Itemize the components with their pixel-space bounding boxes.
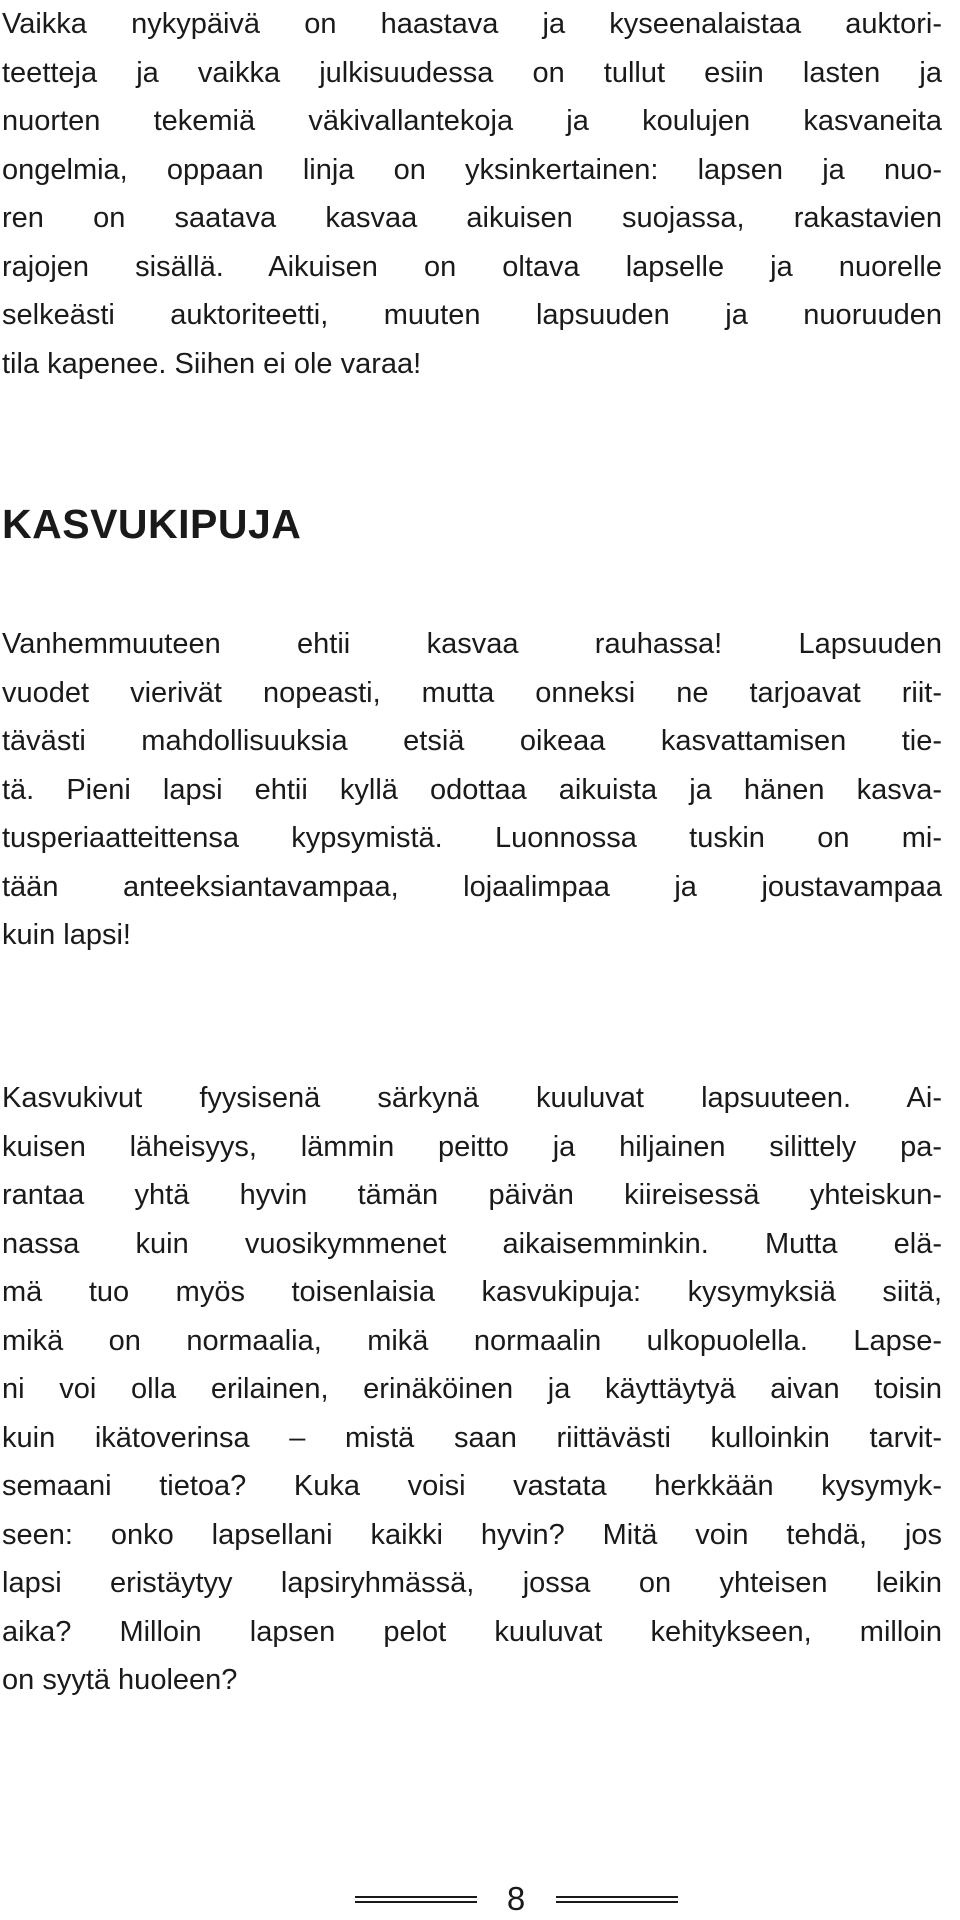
text-line: kuin ikätoverinsa – mistä saan riittävästi kulloinkin tarvit-	[2, 1421, 942, 1454]
text-line: teetteja ja vaikka julkisuudessa on tullut esiin lasten ja	[2, 56, 942, 89]
text-line: tävästi mahdollisuuksia etsiä oikeaa kasvattamisen tie-	[2, 725, 942, 757]
section-heading: KASVUKIPUJA	[2, 501, 302, 547]
text-line: tä. Pieni lapsi ehtii kyllä odottaa aikuista ja hänen kasva-	[2, 773, 942, 806]
text-line: on syytä huoleen?	[2, 1664, 238, 1696]
text-line: ren on saatava kasvaa aikuisen suojassa, rakastavien	[2, 202, 942, 234]
paragraph-growing-pains	[2, 1074, 942, 1705]
page-footer	[0, 1878, 960, 1920]
text-line: rantaa yhtä hyvin tämän päivän kiireisessä yhteiskun-	[2, 1179, 942, 1211]
text-line: seen: onko lapsellani kaikki hyvin? Mitä voin tehdä, jos	[2, 1518, 942, 1551]
text-line: tila kapenee. Siihen ei ole varaa!	[2, 347, 422, 380]
text-line: semaani tietoa? Kuka voisi vastata herkkään kysymyk-	[2, 1470, 942, 1502]
text-line: nassa kuin vuosikymmenet aikaisemminkin. Mutta elä-	[2, 1227, 942, 1260]
text-line: tusperiaatteittensa kypsymistä. Luonnossa tuskin on mi-	[2, 822, 942, 854]
footer-rule-right	[556, 1896, 678, 1903]
text-line: Kasvukivut fyysisenä särkynä kuuluvat lapsuuteen. Ai-	[2, 1082, 942, 1114]
text-line: Vanhemmuuteen ehtii kasvaa rauhassa! Lapsuuden	[2, 628, 942, 660]
text-line: Vaikka nykypäivä on haastava ja kyseenalaistaa auktori-	[2, 8, 942, 40]
text-line: ongelmia, oppaan linja on yksinkertainen: lapsen ja nuo-	[2, 153, 942, 186]
text-line: selkeästi auktoriteetti, muuten lapsuuden ja nuoruuden	[2, 299, 942, 331]
text-line: vuodet vierivät nopeasti, mutta onneksi ne tarjoavat riit-	[2, 676, 942, 709]
text-line: aika? Milloin lapsen pelot kuuluvat kehitykseen, milloin	[2, 1615, 942, 1648]
paragraph-intro	[2, 0, 942, 388]
text-line: ni voi olla erilainen, erinäköinen ja käyttäytyä aivan toisin	[2, 1373, 942, 1405]
text-line: lapsi eristäytyy lapsiryhmässä, jossa on yhteisen leikin	[2, 1567, 942, 1599]
text-line: kuisen läheisyys, lämmin peitto ja hiljainen silittely pa-	[2, 1130, 942, 1163]
text-line: tään anteeksiantavampaa, lojaalimpaa ja joustavampaa	[2, 870, 942, 903]
text-line: mikä on normaalia, mikä normaalin ulkopuolella. Lapse-	[2, 1324, 942, 1357]
text-line: mä tuo myös toisenlaisia kasvukipuja: kysymyksiä siitä,	[2, 1276, 942, 1308]
text-line: nuorten tekemiä väkivallantekoja ja koulujen kasvaneita	[2, 105, 942, 137]
text-line: kuin lapsi!	[2, 919, 131, 951]
text-line: rajojen sisällä. Aikuisen on oltava lapselle ja nuorelle	[2, 250, 942, 283]
paragraph-parenthood	[2, 620, 942, 960]
page-number: 8	[506, 1880, 526, 1917]
